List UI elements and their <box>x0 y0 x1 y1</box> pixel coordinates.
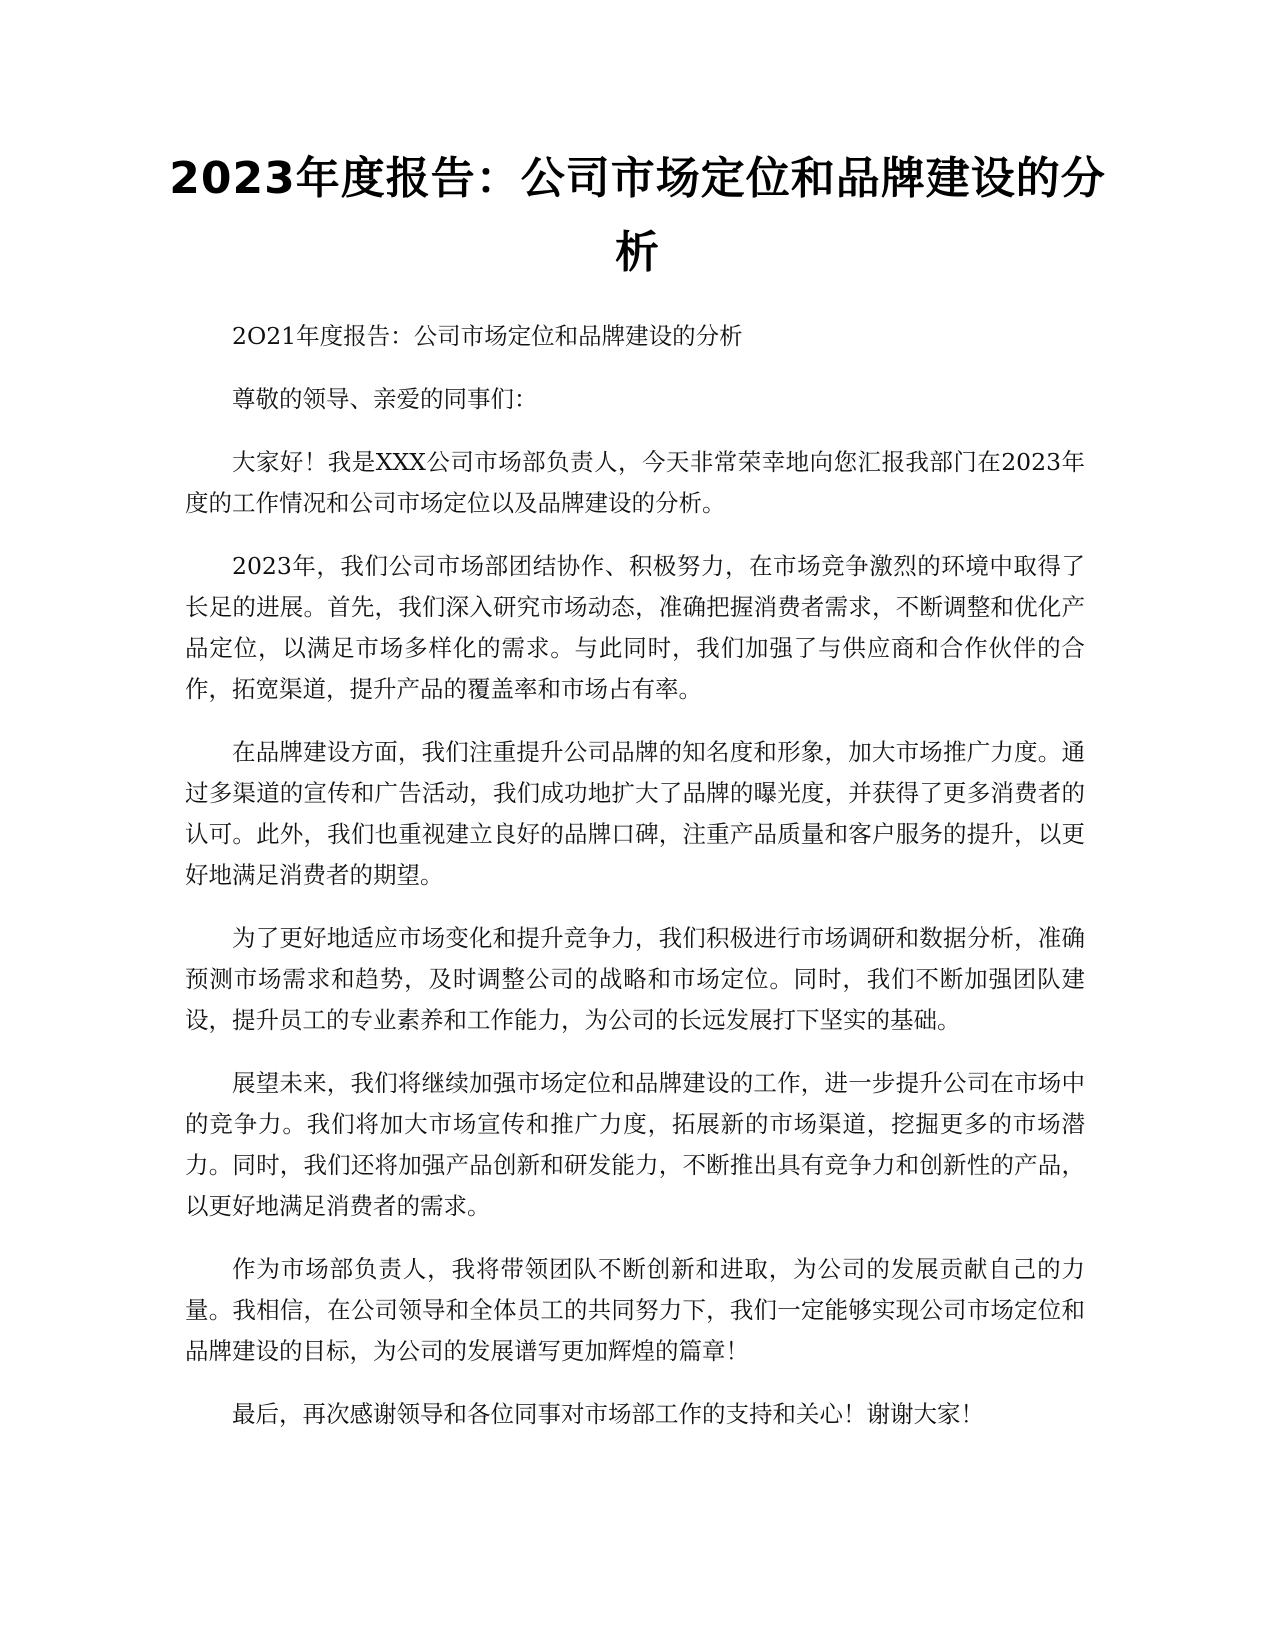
document-title: 2023年度报告：公司市场定位和品牌建设的分析 <box>169 153 1106 278</box>
paragraph-closing: 最后，再次感谢领导和各位同事对市场部工作的支持和关心！谢谢大家！ <box>232 1400 984 1428</box>
paragraph-market-progress: 2023年，我们公司市场部团结协作、积极努力，在市场竞争激烈的环境中取得了长足的进展。首先，我们深入研究市场动态，准确把握消费者需求，不断调整和优化产品定位，以满足市场多样化的需求。与此同时，我们加强了与供应商和合作伙伴的合作，拓宽渠道，提升产品的覆盖率和市场占有率。 <box>185 552 1085 703</box>
document-body <box>185 316 1085 1457</box>
paragraph-greeting: 大家好！我是XXX公司市场部负责人，今天非常荣幸地向您汇报我部门在2023年度的工作情况和公司市场定位以及品牌建设的分析。 <box>185 448 1085 517</box>
paragraph-competitiveness: 为了更好地适应市场变化和提升竞争力，我们积极进行市场调研和数据分析，准确预测市场需求和趋势，及时调整公司的战略和市场定位。同时，我们不断加强团队建设，提升员工的专业素养和工作能力，为公司的长远发展打下坚实的基础。 <box>185 924 1085 1034</box>
paragraph-subtitle: 2O21年度报告：公司市场定位和品牌建设的分析 <box>232 322 743 350</box>
paragraph-salutation: 尊敬的领导、亲爱的同事们： <box>232 385 538 413</box>
paragraph-outlook: 展望未来，我们将继续加强市场定位和品牌建设的工作，进一步提升公司在市场中的竞争力。我们将加大市场宣传和推广力度，拓展新的市场渠道，挖掘更多的市场潜力。同时，我们还将加强产品创新和研发能力，不断推出具有竞争力和创新性的产品，以更好地满足消费者的需求。 <box>185 1069 1085 1220</box>
paragraph-brand-building: 在品牌建设方面，我们注重提升公司品牌的知名度和形象，加大市场推广力度。通过多渠道的宣传和广告活动，我们成功地扩大了品牌的曝光度，并获得了更多消费者的认可。此外，我们也重视建立良好的品牌口碑，注重产品质量和客户服务的提升，以更好地满足消费者的期望。 <box>185 738 1085 889</box>
paragraph-commitment: 作为市场部负责人，我将带领团队不断创新和进取，为公司的发展贡献自己的力量。我相信，在公司领导和全体员工的共同努力下，我们一定能够实现公司市场定位和品牌建设的目标，为公司的发展谱写更加辉煌的篇章！ <box>185 1255 1085 1365</box>
